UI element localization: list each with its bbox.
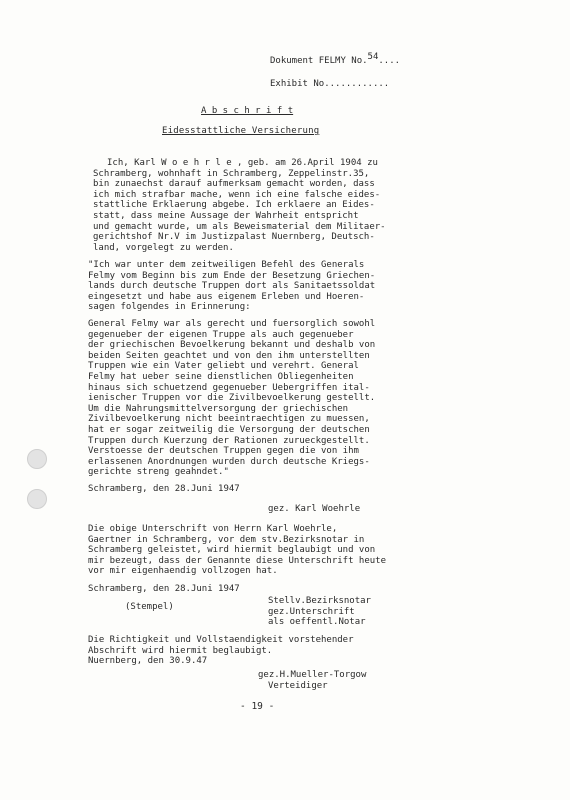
place-date-statement: Schramberg, den 28.Juni 1947	[88, 484, 240, 494]
certification-line: Die obige Unterschrift von Herrn Karl Woehrle,	[88, 524, 338, 534]
place-date-notary: Schramberg, den 28.Juni 1947	[88, 584, 240, 594]
certification-line: vor mir eigenhaendig vollzogen hat.	[88, 566, 278, 577]
exhibit-dots: ............	[324, 79, 390, 89]
document-title: A b s c h r i f t	[201, 106, 294, 116]
intro-line: land, vorgelegt zu werden.	[93, 242, 234, 253]
certification-line: Gaertner in Schramberg, vor dem stv.Bezirksnotar in	[88, 534, 365, 545]
notary-line: gez.Unterschrift	[268, 606, 355, 617]
certification-paragraph	[88, 524, 386, 577]
statement-line: "Ich war unter dem zeitweiligen Befehl des Generals	[88, 260, 365, 270]
statement-line: Truppen durch Kuerzung der Rationen zurueckgestellt.	[88, 435, 370, 446]
statement-line: beiden Seiten geachtet und von den ihm unterstellten	[88, 350, 370, 361]
attestation-line: Die Richtigkeit und Vollstaendigkeit vorstehender	[88, 635, 354, 645]
statement-line: Truppen wie ein Vater geliebt und verehrt. General	[88, 361, 359, 372]
intro-line: Schramberg, wohnhaft in Schramberg, Zeppelinstr.35,	[93, 168, 370, 179]
statement-line: sagen folgendes in Erinnerung:	[88, 302, 251, 313]
attestation-paragraph	[88, 635, 354, 667]
intro-paragraph	[93, 158, 386, 253]
document-heading: Eidesstattliche Versicherung	[162, 126, 320, 136]
page-number: - 19 -	[240, 701, 275, 712]
document-number: 54	[367, 52, 379, 62]
statement-line: lands durch deutsche Truppen dort als Sanitaetssoldat	[88, 281, 376, 292]
statement-line: Zivilbevoelkerung nicht beeintraechtigen zu muessen,	[88, 414, 370, 425]
intro-line: statt, dass meine Aussage der Wahrheit entspricht	[93, 210, 359, 221]
certification-line: Schramberg geleistet, wird hiermit beglaubigt und von	[88, 545, 376, 556]
notary-block	[268, 596, 371, 628]
statement-line: Verstoesse der deutschen Truppen gegen die von ihm	[88, 446, 359, 457]
document-dots: ....	[378, 56, 401, 66]
defense-counsel-signature	[258, 670, 366, 691]
punch-hole-lower	[27, 489, 47, 509]
attestation-line: Nuernberg, den 30.9.47	[88, 656, 208, 667]
statement-line: gegenueber der eigenen Truppe als auch gegenueber	[88, 329, 354, 340]
signature-woehrle: gez. Karl Woehrle	[268, 504, 361, 514]
certification-line: mir bezeugt, dass der Genannte diese Unterschrift heute	[88, 555, 387, 566]
document-label: Dokument FELMY No.	[270, 56, 368, 66]
statement-line: Um die Nahrungsmittelversorgung der griechischen	[88, 403, 349, 414]
statement-line: der griechischen Bevoelkerung bekannt und deshalb von	[88, 340, 376, 351]
counsel-name: gez.H.Mueller-Torgow	[258, 670, 367, 680]
statement-line: General Felmy war als gerecht und fuersorglich sowohl	[88, 319, 376, 329]
statement-paragraph-2	[88, 319, 375, 478]
statement-line: hat er sogar zeitweilig die Versorgung der deutschen	[88, 424, 370, 435]
intro-line: stattliche Erklaerung abgebe. Ich erklaere an Eides-	[93, 200, 375, 211]
exhibit-label: Exhibit No	[270, 79, 325, 89]
statement-paragraph-1	[88, 260, 375, 313]
intro-line: ich mich strafbar mache, wenn ich eine falsche eides-	[93, 189, 381, 200]
punch-hole-upper	[27, 449, 47, 469]
statement-line: gerichte streng geahndet."	[88, 467, 229, 478]
exhibit-number-line	[270, 79, 389, 90]
intro-line: bin zunaechst darauf aufmerksam gemacht worden, dass	[93, 179, 375, 190]
attestation-line: Abschrift wird hiermit beglaubigt.	[88, 645, 273, 656]
notary-line: als oeffentl.Notar	[268, 617, 366, 628]
statement-line: hinaus sich schuetzend gegenueber Uebergriffen ital-	[88, 382, 370, 393]
document-number-line	[270, 52, 401, 67]
intro-line: Ich, Karl W o e h r l e , geb. am 26.April 1904 zu	[107, 158, 378, 168]
stamp-label: (Stempel)	[125, 602, 174, 612]
statement-line: Felmy hat ueber seine dienstlichen Obliegenheiten	[88, 371, 354, 382]
statement-line: ienischer Truppen vor die Zivilbevoelkerung gestellt.	[88, 393, 376, 404]
intro-line: gerichtshof Nr.V im Justizpalast Nuernberg, Deutsch-	[93, 232, 375, 243]
notary-line: Stellv.Bezirksnotar	[268, 596, 371, 606]
statement-line: Felmy vom Beginn bis zum Ende der Besetzung Griechen-	[88, 270, 376, 281]
statement-line: eingesetzt und habe aus eigenem Erleben und Hoeren-	[88, 291, 365, 302]
counsel-title: Verteidiger	[268, 680, 328, 691]
statement-line: erlassenen Anordnungen wurden durch deutsche Kriegs-	[88, 456, 370, 467]
intro-line: und gemacht wurde, um als Beweismaterial dem Militaer-	[93, 221, 386, 232]
